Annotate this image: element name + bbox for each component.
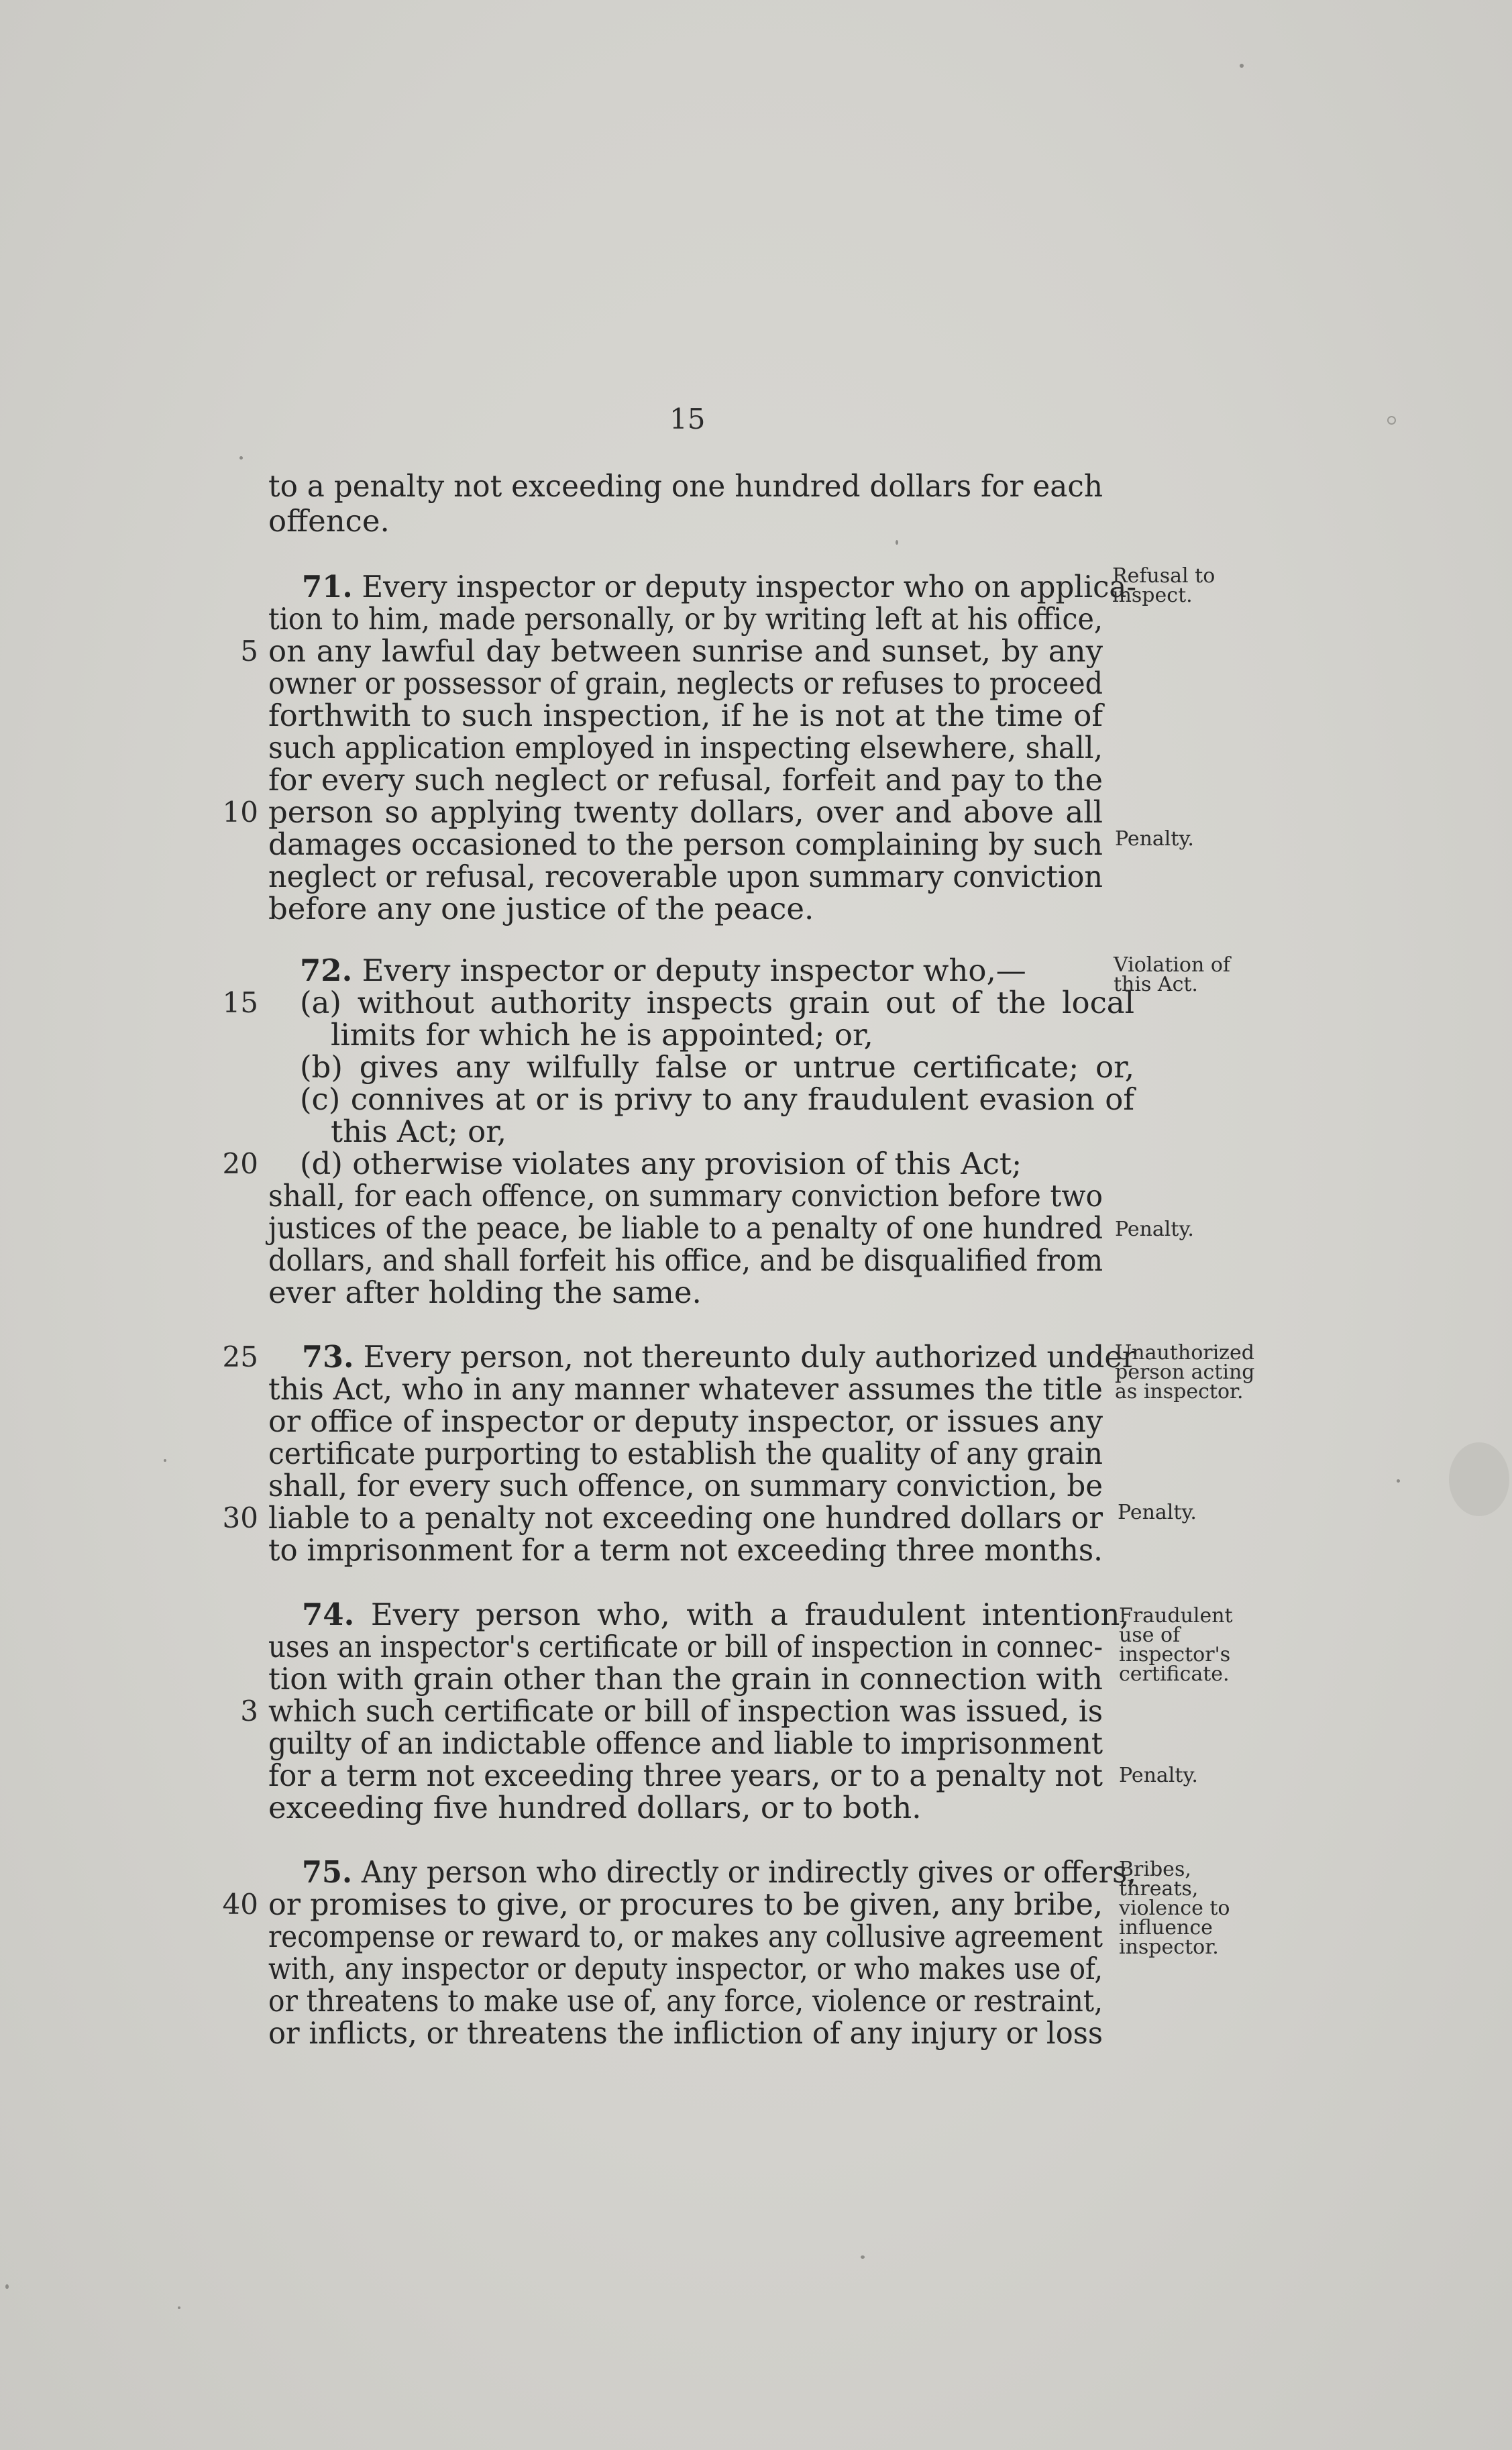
section-heading-line <box>302 1598 1130 1632</box>
margin-note-line: person acting <box>1115 1361 1255 1384</box>
margin-note-line: threats, <box>1119 1877 1199 1901</box>
text-line <box>268 667 1103 700</box>
line-text: shall, for each offence, on summary conviction before two <box>268 1178 1103 1214</box>
line-text: Every inspector or deputy inspector who on applica- <box>352 569 1136 604</box>
text-line <box>268 1179 1103 1213</box>
line-text: Every person who, with a fraudulent intention, <box>354 1597 1130 1632</box>
scan-speck <box>861 2255 865 2259</box>
line-text: offence. <box>268 503 390 539</box>
text-line <box>331 1115 506 1149</box>
scan-speck <box>1240 64 1244 68</box>
line-text: limits for which he is appointed; or, <box>331 1017 873 1053</box>
text-line <box>268 1373 1103 1406</box>
scan-speck <box>239 456 243 460</box>
line-text: tion with grain other than the grain in connection with <box>268 1661 1103 1697</box>
text-line <box>268 1469 1103 1503</box>
line-text: Every person, not thereunto duly authorized under <box>354 1339 1136 1375</box>
margin-note-penalty <box>1115 829 1194 849</box>
section-heading-line <box>302 1856 1136 1889</box>
text-line <box>268 470 1103 503</box>
margin-note-line: Fraudulent <box>1119 1604 1233 1628</box>
text-line <box>268 1534 1103 1567</box>
line-text: (b) gives any wilfully false or untrue certificate; or, <box>300 1049 1134 1085</box>
text-line <box>268 504 390 538</box>
line-text: dollars, and shall forfeit his office, and be disqualified from <box>268 1242 1103 1278</box>
scan-speck <box>1397 1479 1400 1483</box>
margin-note-line: Unauthorized <box>1115 1341 1254 1365</box>
line-text: or inflicts, or threatens the infliction of any injury or loss <box>268 2015 1103 2051</box>
margin-note-line: Violation of <box>1114 953 1231 977</box>
margin-note-line: Penalty. <box>1115 827 1194 851</box>
margin-note-line: certificate. <box>1119 1662 1230 1686</box>
margin-note-line: Penalty. <box>1119 1764 1198 1787</box>
text-line <box>268 1984 1103 2018</box>
text-line <box>268 1920 1103 1954</box>
text-line <box>268 1791 922 1825</box>
text-line <box>268 892 814 926</box>
text-line <box>268 1695 1103 1728</box>
line-text: or office of inspector or deputy inspector, or issues any <box>268 1403 1103 1439</box>
section-number: 75. <box>302 1854 353 1890</box>
margin-note-penalty <box>1119 1766 1198 1785</box>
scan-speck <box>1387 416 1396 425</box>
margin-note-line: as inspector. <box>1115 1380 1244 1403</box>
line-number: 3 <box>240 1695 258 1727</box>
text-line <box>268 1405 1103 1438</box>
text-line <box>331 1018 873 1052</box>
line-text: uses an inspector's certificate or bill of inspection in connec- <box>268 1629 1103 1664</box>
text-line <box>268 763 1103 797</box>
line-number: 15 <box>222 986 258 1019</box>
line-number: 25 <box>222 1340 258 1373</box>
line-text: Any person who directly or indirectly gives or offers, <box>352 1854 1136 1890</box>
margin-note <box>1115 1343 1254 1401</box>
margin-note-line: Bribes, <box>1119 1858 1191 1881</box>
text-line <box>268 1952 1103 1986</box>
margin-note-line: inspector's <box>1119 1643 1231 1666</box>
line-number: 20 <box>222 1147 258 1180</box>
scan-speck <box>1449 1442 1509 1516</box>
margin-note-penalty <box>1115 1220 1194 1239</box>
section-heading-line <box>302 1340 1136 1374</box>
text-line <box>268 828 1103 861</box>
text-line <box>268 1244 1103 1277</box>
line-text: (a) without authority inspects grain out of the local <box>300 985 1134 1020</box>
line-text: this Act; or, <box>331 1114 507 1149</box>
line-text: person so applying twenty dollars, over and above all <box>268 794 1103 830</box>
margin-note <box>1112 566 1215 605</box>
text-line <box>268 1759 1103 1793</box>
margin-note-line: this Act. <box>1114 973 1198 996</box>
text-line <box>268 796 1103 829</box>
line-text: or promises to give, or procures to be given, any bribe, <box>268 1886 1103 1922</box>
line-text: tion to him, made personally, or by writing left at his office, <box>268 601 1103 637</box>
text-line <box>268 1630 1103 1664</box>
text-line <box>300 1147 1022 1181</box>
page-number: 15 <box>669 403 706 435</box>
line-text: guilty of an indictable offence and liable to imprisonment <box>268 1725 1103 1761</box>
line-text: Every inspector or deputy inspector who,— <box>352 953 1026 988</box>
line-text: or threatens to make use of, any force, violence or restraint, <box>268 1983 1103 2019</box>
text-line <box>300 986 1134 1020</box>
line-text: such application employed in inspecting elsewhere, shall, <box>268 730 1103 765</box>
line-number: 40 <box>222 1888 258 1921</box>
margin-note <box>1119 1860 1230 1957</box>
section-number: 72. <box>300 953 353 988</box>
scan-speck <box>164 1459 166 1462</box>
line-text: (d) otherwise violates any provision of this Act; <box>300 1146 1022 1181</box>
line-text: damages occasioned to the person complaining by such <box>268 827 1103 862</box>
line-text: shall, for every such offence, on summary conviction, be <box>268 1468 1103 1503</box>
line-text: justices of the peace, be liable to a penalty of one hundred <box>268 1210 1103 1246</box>
text-line <box>268 602 1103 636</box>
line-text: (c) connives at or is privy to any fraudulent evasion of <box>300 1081 1134 1117</box>
line-text: owner or possessor of grain, neglects or refuses to proceed <box>268 665 1103 701</box>
line-text: to a penalty not exceeding one hundred dollars for each <box>268 468 1103 504</box>
text-line <box>268 635 1103 668</box>
line-text: this Act, who in any manner whatever assumes the title <box>268 1371 1103 1407</box>
scan-speck <box>178 2306 180 2309</box>
text-line <box>268 731 1103 765</box>
margin-note-line: inspector. <box>1119 1935 1219 1959</box>
section-number: 71. <box>302 569 353 604</box>
section-heading-line <box>302 570 1136 604</box>
margin-note-line: Refusal to <box>1112 564 1216 588</box>
margin-note <box>1114 955 1230 994</box>
margin-note-line: Penalty. <box>1118 1501 1197 1524</box>
line-text: on any lawful day between sunrise and sunset, by any <box>268 633 1103 669</box>
section-heading-line <box>300 954 1026 988</box>
line-text: to imprisonment for a term not exceeding three months. <box>268 1532 1103 1568</box>
scan-speck <box>5 2284 9 2289</box>
text-line <box>268 1727 1103 1760</box>
line-text: with, any inspector or deputy inspector, or who makes use of, <box>268 1951 1103 1986</box>
margin-note-line: influence <box>1119 1916 1213 1939</box>
margin-note-line: use of <box>1119 1623 1181 1647</box>
line-number: 5 <box>240 635 258 668</box>
text-line <box>268 699 1103 733</box>
line-text: exceeding five hundred dollars, or to both. <box>268 1790 922 1825</box>
line-text: forthwith to such inspection, if he is not at the time of <box>268 698 1103 733</box>
text-line <box>268 1437 1103 1471</box>
text-line <box>300 1051 1134 1084</box>
section-number: 74. <box>302 1597 355 1632</box>
text-line <box>268 1662 1103 1696</box>
margin-note-line: Penalty. <box>1115 1218 1194 1241</box>
margin-note-line: violence to <box>1119 1897 1230 1920</box>
line-text: for every such neglect or refusal, forfeit and pay to the <box>268 762 1103 798</box>
margin-note <box>1119 1606 1233 1684</box>
scan-speck <box>896 540 898 545</box>
text-line <box>300 1083 1134 1116</box>
margin-note-penalty <box>1118 1503 1197 1522</box>
line-number: 30 <box>222 1501 258 1534</box>
line-text: liable to a penalty not exceeding one hundred dollars or <box>268 1500 1103 1536</box>
text-line <box>268 1501 1103 1535</box>
text-line <box>268 2017 1103 2050</box>
margin-note-line: inspect. <box>1112 584 1193 607</box>
line-number: 10 <box>222 796 258 829</box>
text-line <box>268 1276 702 1310</box>
line-text: ever after holding the same. <box>268 1275 702 1310</box>
line-text: which such certificate or bill of inspection was issued, is <box>268 1693 1103 1729</box>
text-line <box>268 1212 1103 1245</box>
text-line <box>268 860 1103 894</box>
section-number: 73. <box>302 1339 354 1375</box>
line-text: recompense or reward to, or makes any collusive agreement <box>268 1919 1103 1954</box>
line-text: neglect or refusal, recoverable upon summary conviction <box>268 859 1103 894</box>
text-line <box>268 1888 1103 1921</box>
line-text: before any one justice of the peace. <box>268 891 814 926</box>
line-text: for a term not exceeding three years, or to a penalty not <box>268 1758 1103 1793</box>
line-text: certificate purporting to establish the quality of any grain <box>268 1436 1103 1471</box>
